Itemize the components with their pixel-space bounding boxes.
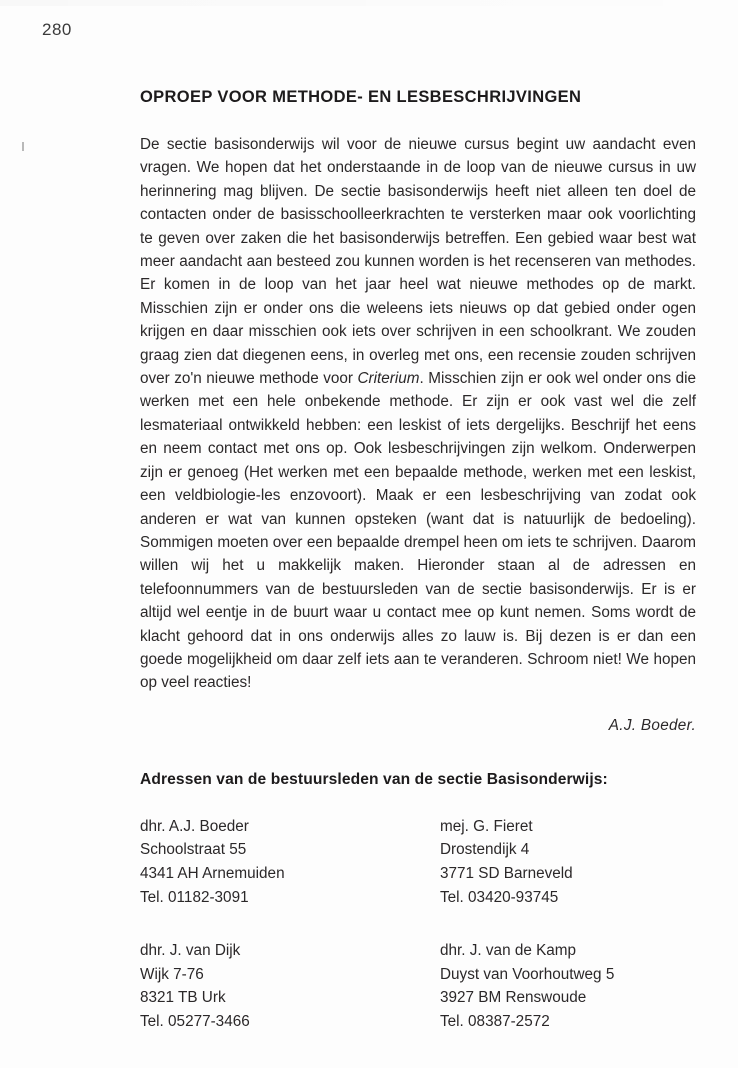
address-name: dhr. A.J. Boeder xyxy=(140,817,249,835)
address-city: 8321 TB Urk xyxy=(140,989,226,1007)
address-phone: Tel. 08387-2572 xyxy=(440,1012,550,1030)
article-signature: A.J. Boeder. xyxy=(608,716,696,734)
article-title: OPROEP VOOR METHODE- EN LESBESCHRIJVINGEN xyxy=(140,88,582,106)
address-city: 3927 BM Renswoude xyxy=(440,989,587,1007)
page-number: 280 xyxy=(42,20,72,39)
address-entry xyxy=(140,939,440,1033)
address-entry xyxy=(440,939,696,1033)
addresses-grid xyxy=(140,815,696,1034)
address-city: 4341 AH Arnemuiden xyxy=(140,864,285,882)
address-phone: Tel. 01182-3091 xyxy=(140,888,249,906)
article-body-part1: De sectie basisonderwijs wil voor de nieuwe cursus begint uw aandacht even vragen. We hopen dat het onderstaande in de loop van de nieuwe cursus in uw herinnering mag blijven. De sectie basisonderwijs heeft niet alleen ten doel de contacten onder de basisschoolleerkrachten te versterken maar ook voorlichting te geven over zaken die het basisonderwijs betreffen. Een gebied waar best wat meer aandacht aan besteed zou kunnen worden is het recenseren van methodes. Er komen in de loop van het jaar heel wat nieuwe methodes op de markt. Misschien zijn er onder ons die weleens iets nieuws op dat gebied onder ogen krijgen en daar misschien ook iets over schrijven in een schoolkrant. We zouden graag zien dat diegenen eens, in overleg met ons, een recensie zouden schrijven over zo'n nieuwe methode voor xyxy=(140,136,696,388)
address-street: Schoolstraat 55 xyxy=(140,841,247,859)
address-name: mej. G. Fieret xyxy=(440,817,533,835)
address-entry xyxy=(440,815,696,909)
page-edge-shading xyxy=(0,0,738,6)
article-body-italic-term: Criterium xyxy=(357,370,420,388)
address-name: dhr. J. van de Kamp xyxy=(440,942,577,960)
article-body xyxy=(140,133,696,695)
address-phone: Tel. 05277-3466 xyxy=(140,1012,250,1030)
address-city: 3771 SD Barneveld xyxy=(440,864,573,882)
address-street: Duyst van Voorhoutweg 5 xyxy=(440,965,615,983)
address-entry xyxy=(140,815,440,909)
article-content xyxy=(140,88,696,1034)
address-phone: Tel. 03420-93745 xyxy=(440,888,559,906)
article-body-part2: . Misschien zijn er ook wel onder ons die werken met een hele onbekende methode. Er zijn er ook vast wel die zelf lesmateriaal ontwikkeld hebben: een leskist of iets dergelijks. Beschrijf het eens en neem contact met ons op. Ook lesbeschrijvingen zijn welkom. Onderwerpen zijn er genoeg (Het werken met een bepaalde methode, werken met een leskist, een veldbiologie-les enzovoort). Maak er een lesbeschrijving van zodat ook anderen er wat van kunnen opsteken (want dat is natuurlijk de bedoeling). Sommigen moeten over een bepaalde drempel heen om iets te schrijven. Daarom willen wij het u makkelijk maken. Hieronder staan al de adressen en telefoonnummers van de bestuursleden van de sectie basisonderwijs. Er is er altijd wel eentje in de buurt waar u contact mee op kunt nemen. Soms wordt de klacht gehoord dat in ons onderwijs alles zo lauw is. Bij dezen is er dan een goede mogelijkheid om daar zelf iets aan te veranderen. Schroom niet! We hopen op veel reacties! xyxy=(140,370,696,692)
address-name: dhr. J. van Dijk xyxy=(140,942,241,960)
addresses-title: Adressen van de bestuursleden van de sectie Basisonderwijs: xyxy=(140,770,608,788)
margin-mark xyxy=(22,142,24,151)
address-street: Drostendijk 4 xyxy=(440,841,530,859)
address-street: Wijk 7-76 xyxy=(140,965,204,983)
